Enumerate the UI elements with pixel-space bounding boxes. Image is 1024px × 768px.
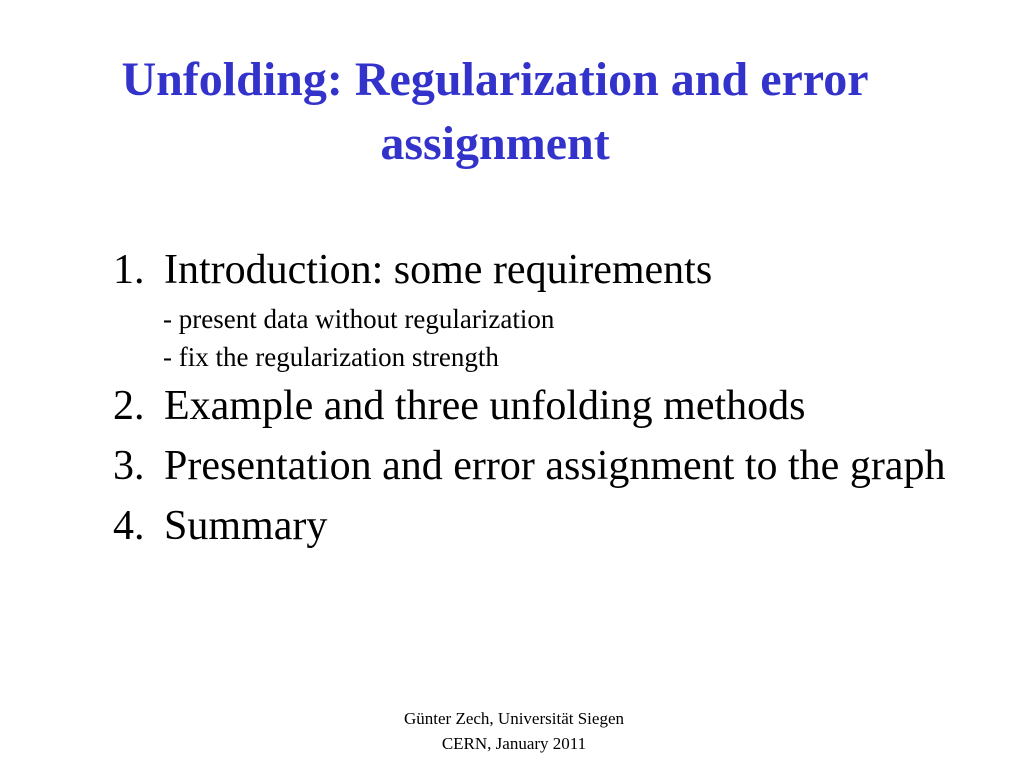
agenda-item-4 <box>113 496 993 556</box>
slide-title <box>40 48 950 176</box>
agenda-item-number: 3. <box>113 443 145 489</box>
title-line-1: Unfolding: Regularization and error <box>121 53 869 106</box>
agenda-item-text: Introduction: some requirements <box>164 247 713 293</box>
agenda-subitem: - present data without regularization <box>163 304 555 334</box>
agenda-item-text: Example and three unfolding methods <box>164 383 806 429</box>
footer-author: Günter Zech, Universität Siegen <box>404 709 624 728</box>
footer-event: CERN, January 2011 <box>441 734 587 753</box>
title-line-2: assignment <box>380 117 610 170</box>
agenda-item-2 <box>113 376 993 436</box>
agenda-subitem: - fix the regularization strength <box>163 342 499 372</box>
agenda-list <box>113 240 993 556</box>
slide-footer <box>330 706 698 756</box>
agenda-item-number: 4. <box>113 503 145 549</box>
agenda-item-3 <box>113 436 993 496</box>
agenda-item-1 <box>113 240 993 376</box>
agenda-item-text: Presentation and error assignment to the graph <box>164 443 946 489</box>
agenda-item-text: Summary <box>164 503 328 549</box>
agenda-item-number: 2. <box>113 383 145 429</box>
agenda-item-number: 1. <box>113 247 145 293</box>
